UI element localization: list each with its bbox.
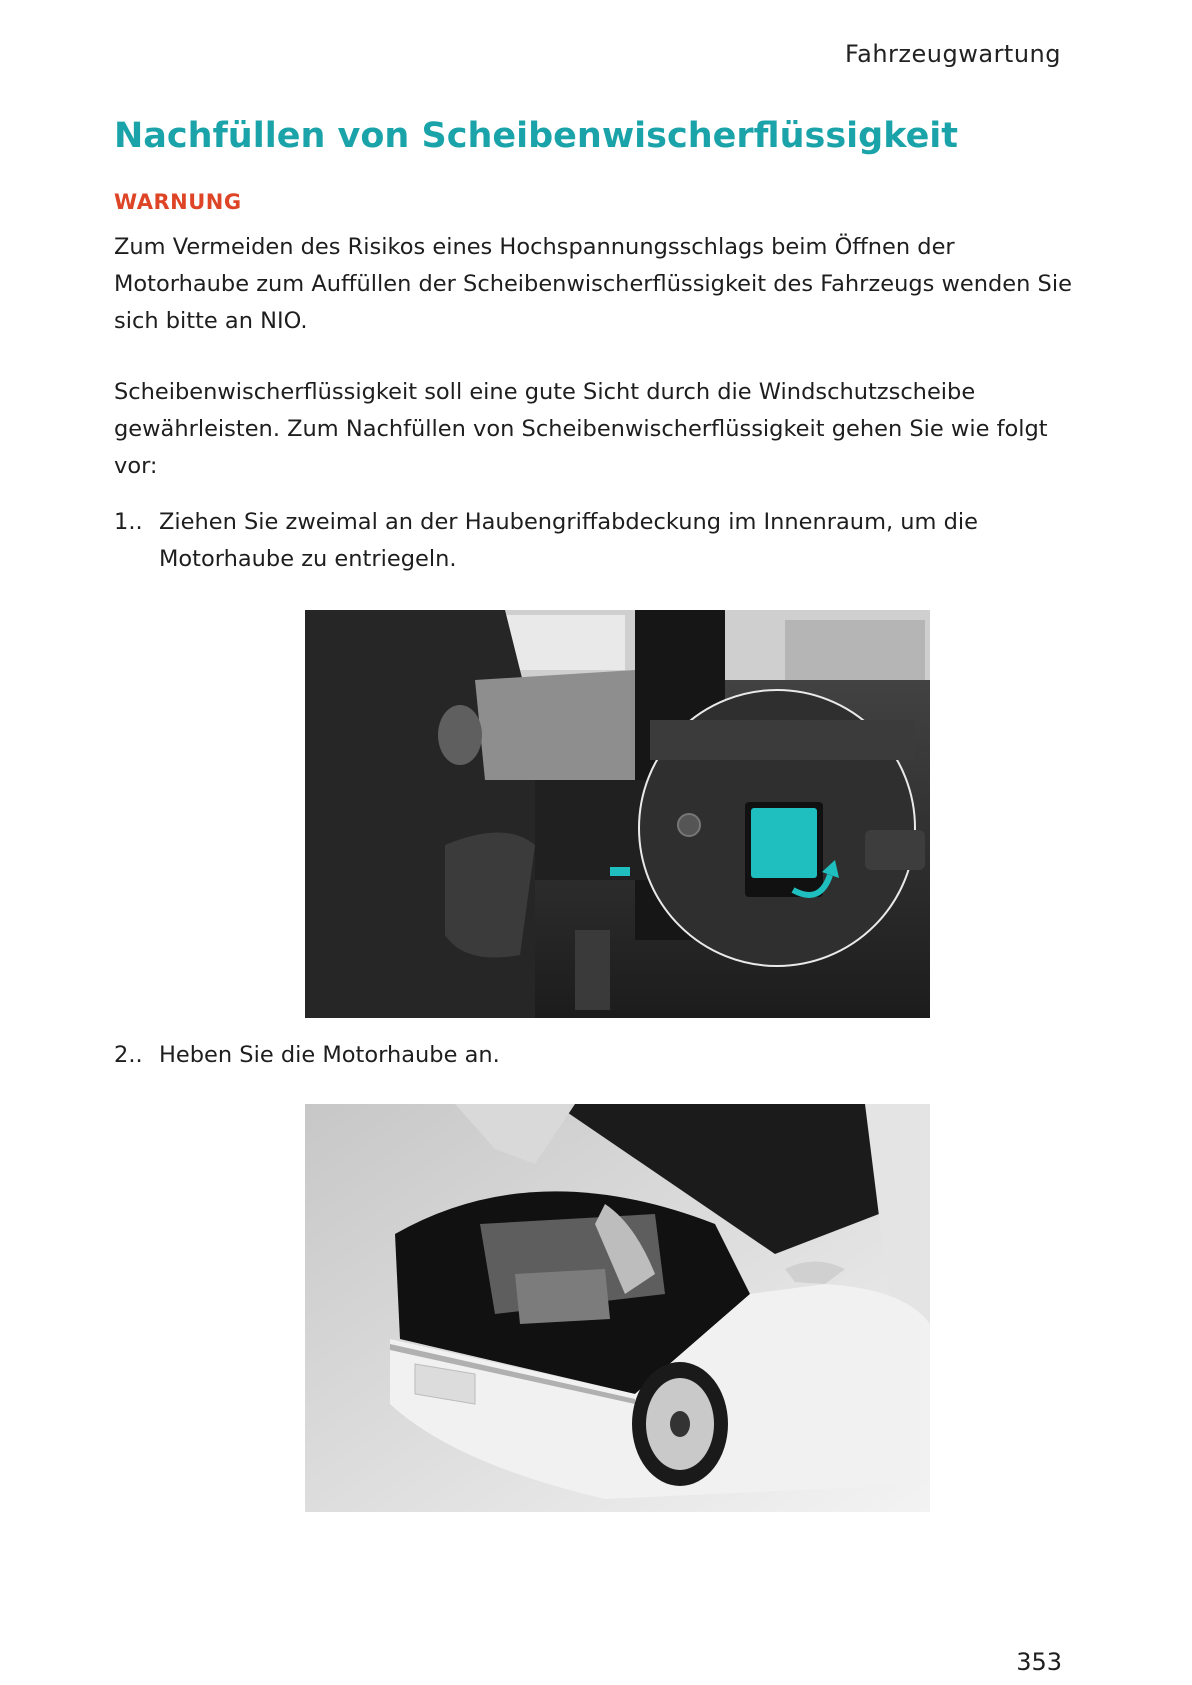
warning-label: WARNUNG bbox=[114, 190, 242, 214]
step-number: 2.. bbox=[114, 1042, 143, 1068]
warning-text: Zum Vermeiden des Risikos eines Hochspannungsschlags beim Öffnen der Motorhaube zum Auffüllen der Scheibenwischerflüssigkeit des Fahrzeugs wenden Sie sich bitte an NIO. bbox=[114, 234, 1072, 334]
step-number: 1.. bbox=[114, 509, 143, 535]
step-text: Ziehen Sie zweimal an der Haubengriffabdeckung im Innenraum, um die Motorhaube zu entriegeln. bbox=[159, 509, 978, 572]
page-number: 353 bbox=[1016, 1648, 1062, 1676]
hood-release-illustration bbox=[305, 610, 930, 1018]
page-title: Nachfüllen von Scheibenwischerflüssigkeit bbox=[114, 116, 959, 156]
car-open-hood-illustration bbox=[305, 1104, 930, 1512]
step-item bbox=[114, 504, 1084, 578]
step-text: Heben Sie die Motorhaube an. bbox=[159, 1042, 500, 1068]
step-item bbox=[114, 1037, 1084, 1074]
running-header: Fahrzeugwartung bbox=[845, 40, 1061, 68]
intro-paragraph: Scheibenwischerflüssigkeit soll eine gute Sicht durch die Windschutzscheibe gewährleisten. Zum Nachfüllen von Scheibenwischerflüssigkeit gehen Sie wie folgt vor: bbox=[114, 379, 1048, 479]
